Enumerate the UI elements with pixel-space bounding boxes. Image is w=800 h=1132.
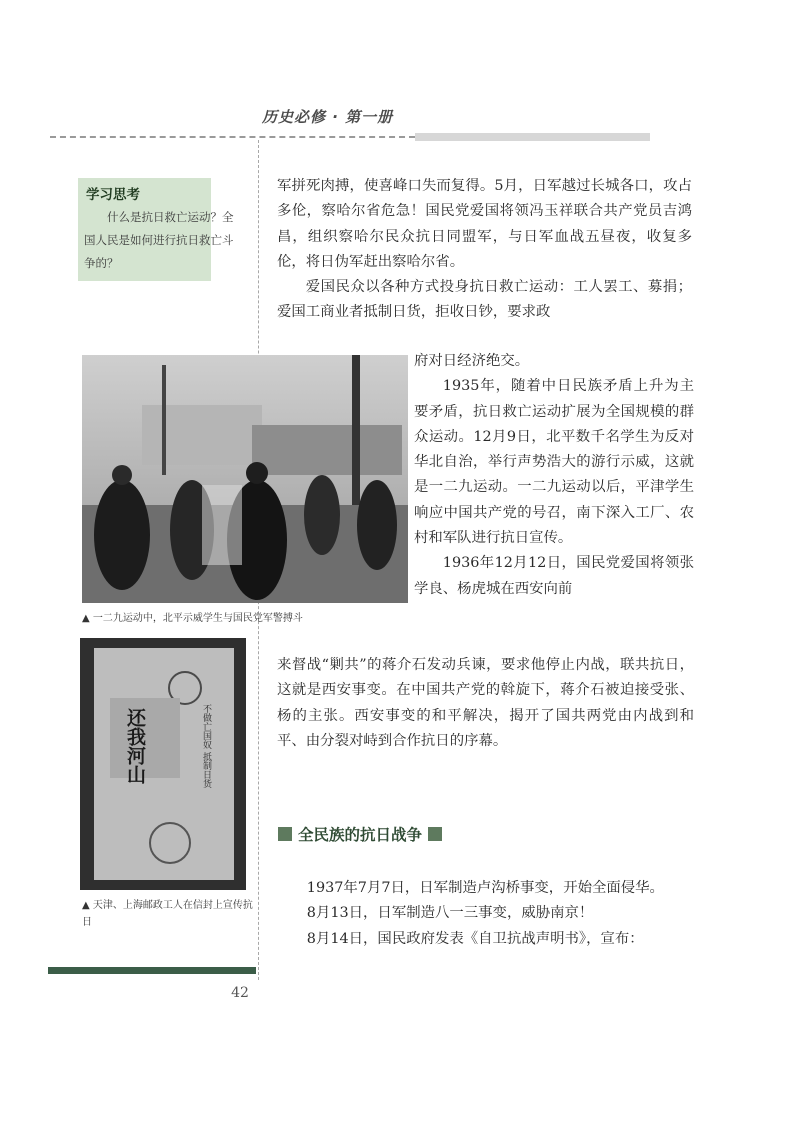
section-heading-text: 全民族的抗日战争 [298,826,423,844]
envelope-slogan: 还我河山 [124,708,146,784]
study-think-box [78,178,234,281]
december-ninth-photo [82,355,408,603]
body-paragraph-3: 1935年，随着中日民族矛盾上升为主要矛盾，抗日救亡运动扩展为全国规模的群众运动。12月9日，北平数千名学生为反对华北自治，举行声势浩大的游行示威，这就是一二九运动。一二九运动以后，平津学生响应中国共产党的号召，南下深入工厂、农村和军队进行抗日宣传。 [414,378,694,547]
body-paragraph-1: 军拼死肉搏，使喜峰口失而复得。5月，日军越过长城各口，攻占多伦，察哈尔省危急！国民党爱国将领冯玉祥联合共产党员吉鸿昌，组织察哈尔民众抗日同盟军，与日军血战五昼夜，收复多伦，将日伪军赶出察哈尔省。 [277,178,692,270]
photo-2-caption: ▲ 天津、上海邮政工人在信封上宣传抗日 [82,900,253,928]
body-paragraph-7: 8月14日，国民政府发表《自卫抗战声明书》，宣布： [306,930,644,947]
body-lower-block [278,876,692,952]
header-bar [415,133,650,141]
body-paragraph-4b: 来督战“剿共”的蒋介石发动兵谏，要求他停止内战，联共抗日，这就是西安事变。在中国共产党的斡旋下，蒋介石被迫接受张、杨的主张。西安事变的和平解决，揭开了国共两党由内战到和平、由分裂对峙到合作抗日的序幕。 [277,657,694,749]
body-paragraph-5: 1937年7月7日，日军制造卢沟桥事变，开始全面侵华。 [306,880,664,896]
footer-bar [48,967,256,974]
study-think-question: 什么是抗日救亡运动？全国人民是如何进行抗日救亡斗争的？ [84,210,234,270]
envelope-photo [80,638,246,890]
square-bullet-icon [428,827,442,841]
december-ninth-photo-image [82,355,408,603]
envelope-photo-image [80,638,246,890]
body-paragraph-1-block [277,174,692,326]
book-title: 历史必修 · 第一册 [262,108,394,126]
body-paragraph-4a: 1936年12月12日，国民党爱国将领张学良、杨虎城在西安向前 [414,555,694,597]
study-think-title: 学习思考 [86,187,140,203]
photo-1-caption: ▲ 一二九运动中，北平示威学生与国民党军警搏斗 [82,613,303,624]
body-paragraph-6: 8月13日，日军制造八一三事变，威胁南京！ [306,905,594,922]
body-right-block [414,349,694,602]
envelope-side-text: 不做亡国奴 抵制日货 [201,704,211,788]
body-paragraph-2b: 府对日经济绝交。 [414,353,530,369]
square-bullet-icon [278,827,292,841]
body-paragraph-4b-block [277,653,694,754]
header-rule [50,136,415,138]
page-number: 42 [231,985,249,1001]
body-paragraph-2a: 爱国民众以各种方式投身抗日救亡运动：工人罢工、募捐；爱国工商业者抵制日货，拒收日钞，要求政 [277,279,692,321]
section-heading [278,821,442,847]
